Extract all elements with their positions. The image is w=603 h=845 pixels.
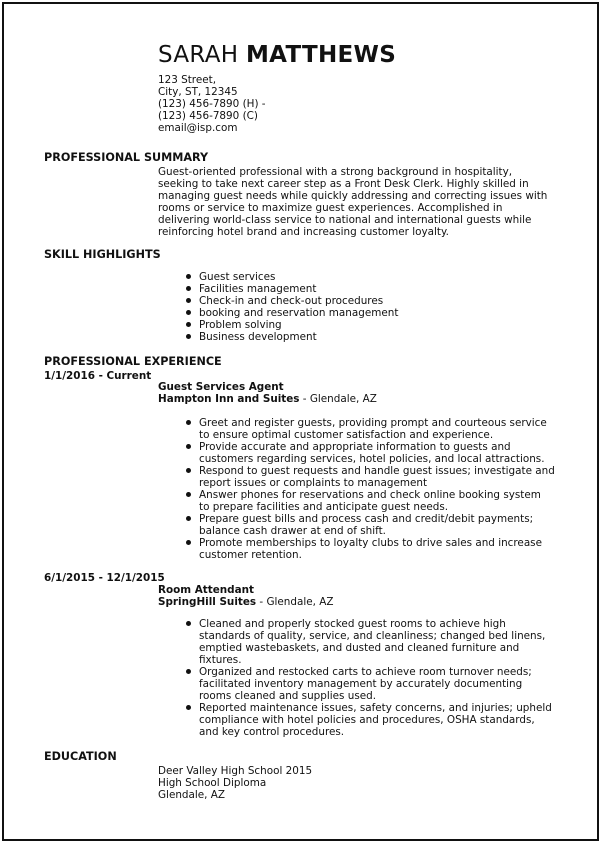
job-bullets [199, 618, 552, 738]
job-bullet [199, 465, 555, 489]
summary-text [158, 166, 568, 238]
job-bullet [199, 618, 552, 666]
job-title: Guest Services Agent [158, 381, 284, 393]
bullet-line: Reported maintenance issues, safety concerns, and injuries; upheld [199, 702, 552, 714]
bullet-line: Answer phones for reservations and check online booking system [199, 489, 541, 501]
job-dates: 6/1/2015 - 12/1/2015 [44, 572, 165, 584]
experience-heading: PROFESSIONAL EXPERIENCE [44, 355, 222, 368]
job-bullet [199, 417, 555, 441]
bullet-line: and key control procedures. [199, 726, 345, 738]
job-bullet [199, 537, 555, 561]
education-line: Glendale, AZ [158, 789, 225, 801]
bullet-line: Promote memberships to loyalty clubs to drive sales and increase [199, 537, 542, 549]
skill-item: booking and reservation management [199, 307, 399, 319]
summary-line: reinforcing hotel brand and increasing customer loyalty. [158, 226, 449, 238]
job-bullet [199, 702, 552, 738]
job-bullet [199, 489, 555, 513]
skill-item: Business development [199, 331, 398, 343]
job-company-line [158, 393, 377, 405]
bullet-line: fixtures. [199, 654, 242, 666]
contact-line: (123) 456-7890 (H) - [158, 98, 266, 110]
job-bullet [199, 441, 555, 465]
bullet-line: standards of quality, service, and cleanliness; changed bed linens, [199, 630, 546, 642]
candidate-name [158, 42, 396, 68]
first-name: SARAH [158, 42, 239, 68]
job-bullet [199, 513, 555, 537]
education-block [158, 765, 312, 801]
bullet-line: Respond to guest requests and handle guest issues; investigate and [199, 465, 555, 477]
summary-line: seeking to take next career step as a Front Desk Clerk. Highly skilled in [158, 178, 529, 190]
job-bullet [199, 666, 552, 702]
bullet-line: to prepare facilities and anticipate guest needs. [199, 501, 449, 513]
job-company-line [158, 596, 333, 608]
job-company: SpringHill Suites [158, 596, 257, 608]
contact-line: 123 Street, [158, 74, 217, 86]
bullet-line: balance cash drawer at end of shift. [199, 525, 386, 537]
job-bullets [199, 417, 555, 561]
bullet-line: report issues or complaints to management [199, 477, 428, 489]
skills-heading: SKILL HIGHLIGHTS [44, 248, 161, 261]
skill-item: Facilities management [199, 283, 398, 295]
bullet-line: Cleaned and properly stocked guest rooms to achieve high [199, 618, 506, 630]
bullet-line: rooms cleaned and supplies used. [199, 690, 377, 702]
bullet-line: emptied wastebaskets, and dusted and cleaned furniture and [199, 642, 520, 654]
contact-line: (123) 456-7890 (C) [158, 110, 258, 122]
job-company: Hampton Inn and Suites [158, 393, 300, 405]
bullet-line: facilitated inventory management by accurately documenting [199, 678, 523, 690]
education-line: High School Diploma [158, 777, 267, 789]
summary-heading: PROFESSIONAL SUMMARY [44, 151, 209, 164]
summary-line: delivering world-class service to national and international guests while [158, 214, 532, 226]
contact-line: email@isp.com [158, 122, 238, 134]
last-name: MATTHEWS [245, 42, 397, 68]
job-location: - Glendale, AZ [299, 393, 377, 405]
summary-line: Guest-oriented professional with a strong background in hospitality, [158, 166, 513, 178]
bullet-line: compliance with hotel policies and procedures, OSHA standards, [199, 714, 535, 726]
contact-line: City, ST, 12345 [158, 86, 238, 98]
skills-list [199, 271, 398, 343]
skill-item: Check-in and check-out procedures [199, 295, 398, 307]
summary-line: managing guest needs while quickly addressing and correcting issues with [158, 190, 548, 202]
skill-item: Guest services [199, 271, 398, 283]
job-location: - Glendale, AZ [256, 596, 334, 608]
skill-item: Problem solving [199, 319, 398, 331]
contact-block [158, 74, 266, 134]
bullet-line: Greet and register guests, providing prompt and courteous service [199, 417, 547, 429]
bullet-line: customers regarding services, hotel policies, and local attractions. [199, 453, 545, 465]
job-title: Room Attendant [158, 584, 254, 596]
job-dates: 1/1/2016 - Current [44, 370, 152, 382]
bullet-line: customer retention. [199, 549, 302, 561]
bullet-line: Organized and restocked carts to achieve room turnover needs; [199, 666, 532, 678]
bullet-line: Provide accurate and appropriate information to guests and [199, 441, 511, 453]
education-heading: EDUCATION [44, 750, 117, 763]
education-line: Deer Valley High School 2015 [158, 765, 313, 777]
summary-line: rooms or service to maximize guest experiences. Accomplished in [158, 202, 503, 214]
bullet-line: Prepare guest bills and process cash and credit/debit payments; [199, 513, 534, 525]
bullet-line: to ensure optimal customer satisfaction and experience. [199, 429, 494, 441]
